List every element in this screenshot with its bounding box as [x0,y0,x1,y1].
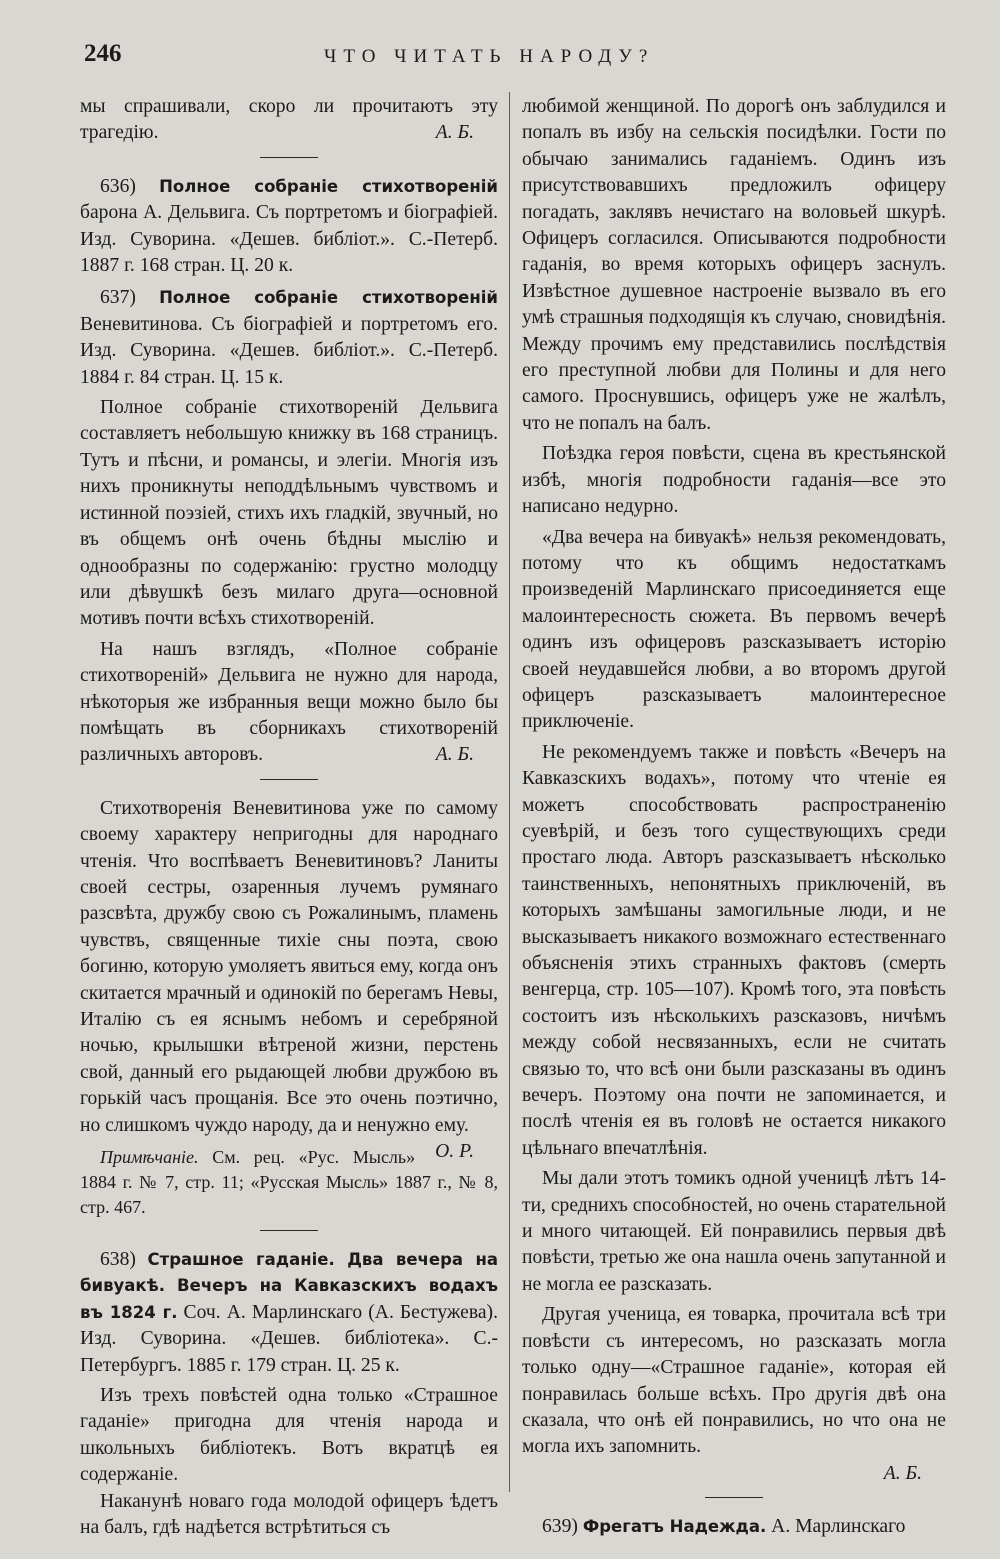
review-paragraph: Не рекомендуемъ также и повѣсть «Вечеръ на Кавказскихъ водахъ», потому что чтеніе ея можетъ способствовать распространенію суевѣрій, и безъ того существующихъ среди простаго люда. Авторъ разсказываетъ нѣсколько таинственныхъ, непонятныхъ приключеній, въ которыхъ замѣшаны замогильные люди, и не высказываетъ никакого возможнаго естественнаго объясненія этихъ странныхъ фактовъ (смерть венгерца, стр. 105—107). Кромѣ того, эта повѣсть состоитъ изъ нѣсколькихъ разсказовъ, ничѣмъ между собой несвязанныхъ, если не считать связью то, что всѣ они были разсказаны въ одинъ вечеръ. Поэтому она почти не запоминается, и послѣ чтенія ея въ головѣ не остается никакого цѣльнаго впечатлѣнія. [522,741,946,1159]
review-paragraph: Полное собраніе стихотвореній Дельвига составляетъ небольшую книжку въ 168 страницъ. Тутъ и пѣсни, и романсы, и элегіи. Многія изъ нихъ проникнуты неподдѣльнымъ чувствомъ и истинной поэзіей, стихъ ихъ гладкій, звучный, но въ общемъ онѣ очень бѣдны мыслію и однообразны по содержанію: грустно молодцу или дѣвушкѣ безъ милаго друга—основной мотивъ почти всѣхъ стихотвореній. [80,397,498,630]
review-signature: О. Р. [435,1141,474,1163]
review-signature: А. Б. [435,744,474,766]
entry-title: Страшное гаданіе. Два вечера на бивуакѣ. Вечеръ на Кавказскихъ водахъ въ 1824 г. [80,1250,498,1322]
note-label: Примѣчаніе. [100,1147,199,1168]
page-header [84,40,950,80]
review-paragraph: Другая ученица, ея товарка, прочитала всѣ три повѣсти съ интересомъ, но разсказать могла только одну—«Страшное гаданіе», которая ей понравилась больше всѣхъ. Про другія двѣ она сказала, что онѣ ей понравились, но что она не могла ихъ запомнить. [522,1304,946,1458]
left-column [80,94,498,1542]
column-divider [509,92,510,1492]
entry-639 [522,1514,946,1540]
review-paragraph: Мы дали этотъ томикъ одной ученицѣ лѣтъ 14-ти, среднихъ способностей, но очень старательной и много читающей. Ей понравились первыя двѣ повѣсти, третью же она нашла очень запутанной и не могла ее разсказать. [522,1168,947,1295]
entry-number: 638) [100,1249,136,1271]
entry-title: Полное собраніе стихотвореній [159,288,498,308]
review-paragraph: «Два вечера на бивуакѣ» нельзя рекомендовать, потому что къ общимъ недостаткамъ произведеній Марлинскаго присоединяется еще малоинтересность сюжета. Въ первомъ вечерѣ одинъ изъ офицеровъ разсказываетъ исторію своей неудавшейся любви, а во второмъ другой офицеръ разсказываетъ малоинтересное приключеніе. [522,526,946,733]
section-rule [705,1497,763,1498]
entry-636 [80,174,498,280]
entry-title: Фрегатъ Надежда. [582,1517,767,1537]
running-head: ЧТО ЧИТАТЬ НАРОДУ? [324,46,655,67]
review-paragraph: Поѣздка героя повѣсти, сцена въ крестьянской избѣ, многія подробности гаданія—все это написано недурно. [522,443,946,518]
entry-637 [80,285,498,391]
intro-text: мы спрашивали, скоро ли прочитаютъ эту трагедію. [80,96,498,144]
entry-number: 637) [100,287,136,309]
review-paragraph: любимой женщиной. По дорогѣ онъ заблудился и попалъ въ избу на сельскія посидѣлки. Гости по обычаю занимались гаданіемъ. Одинъ изъ присутствовавшихъ предложилъ офицеру погадать, заклявъ нечистаго на воловьей шкурѣ. Офицеръ согласился. Описываются подробности гаданія, во время которыхъ офицеръ заснулъ. Извѣстное душевное настроеніе вызвало въ его умѣ страшныя подходящія къ случаю, сновидѣнія. Между прочимъ ему представились послѣдствія его преступной любви для Полины и для него самого. Проснувшись, офицеръ уже не жалѣлъ, что не попалъ на балъ. [522,96,946,434]
entry-details: барона А. Дельвига. Съ портретомъ и біографіей. Изд. Суворина. «Дешев. библіот.». С.-Петерб. 1887 г. 168 стран. Ц. 20 к. [80,202,498,277]
entry-details: А. Марлинскаго [766,1516,906,1538]
note-text: См. рец. «Рус. Мысль» 1884 г. № 7, стр. 11; «Русская Мысль» 1887 г., № 8, стр. 467. [80,1147,498,1218]
intro-paragraph [80,94,498,147]
page-number: 246 [84,40,122,67]
review-paragraph: Изъ трехъ повѣстей одна только «Страшное гаданіе» пригодна для чтенія народа и школьныхъ библіотекъ. Вотъ вкратцѣ ея содержаніе. [80,1385,498,1486]
review-paragraph: Наканунѣ новаго года молодой офицеръ ѣдетъ на балъ, гдѣ надѣется встрѣтиться съ [80,1490,498,1539]
entry-details: Веневитинова. Съ біографіей и портретомъ его. Изд. Суворина. «Дешев. библіот.». С.-Петерб. 1884 г. 84 стран. Ц. 15 к. [80,313,498,388]
entry-number: 636) [100,175,136,197]
entry-number: 639) [542,1516,578,1538]
right-column [522,94,946,1541]
section-rule [260,779,318,780]
review-paragraph [80,637,498,769]
review-signature: А. Б. [883,1462,922,1484]
section-rule [260,1230,318,1231]
section-rule [260,157,318,158]
entry-title: Полное собраніе стихотвореній [159,176,498,196]
review-text: На нашъ взглядъ, «Полное собраніе стихотвореній» Дельвига не нужно для народа, нѣкоторыя же избранныя вещи можно было бы помѣщать въ сборникахъ стихотвореній различныхъ авторовъ. [80,638,498,766]
entry-details: Соч. А. Марлинскаго (А. Бестужева). Изд. Суворина. «Дешев. библіотека». С.-Петербургъ. 1885 г. 179 стран. Ц. 25 к. [80,1301,498,1376]
entry-638 [80,1247,498,1379]
review-text: Стихотворенія Веневитинова уже по самому своему характеру непригодны для народнаго чтенія. Что воспѣваетъ Веневитиновъ? Ланиты своей сестры, озаренныя лучемъ румянаго разсвѣта, дружбу свою съ Рожалинымъ, пламень чувствъ, священные тихіе сны поэта, свою богиню, которую умоляетъ явиться ему, когда онъ скитается мрачный и одинокій по берегамъ Невы, Италію съ ея яснымъ небомъ и серебряной ночью, крылышки вѣтреной жизни, перстень свой, данный его рыдающей любви дружбою въ горькій часъ прощанія. Все это очень поэтично, но слишкомъ чуждо народу, да и ненужно ему. [80,797,498,1136]
intro-signature: А. Б. [435,122,474,144]
